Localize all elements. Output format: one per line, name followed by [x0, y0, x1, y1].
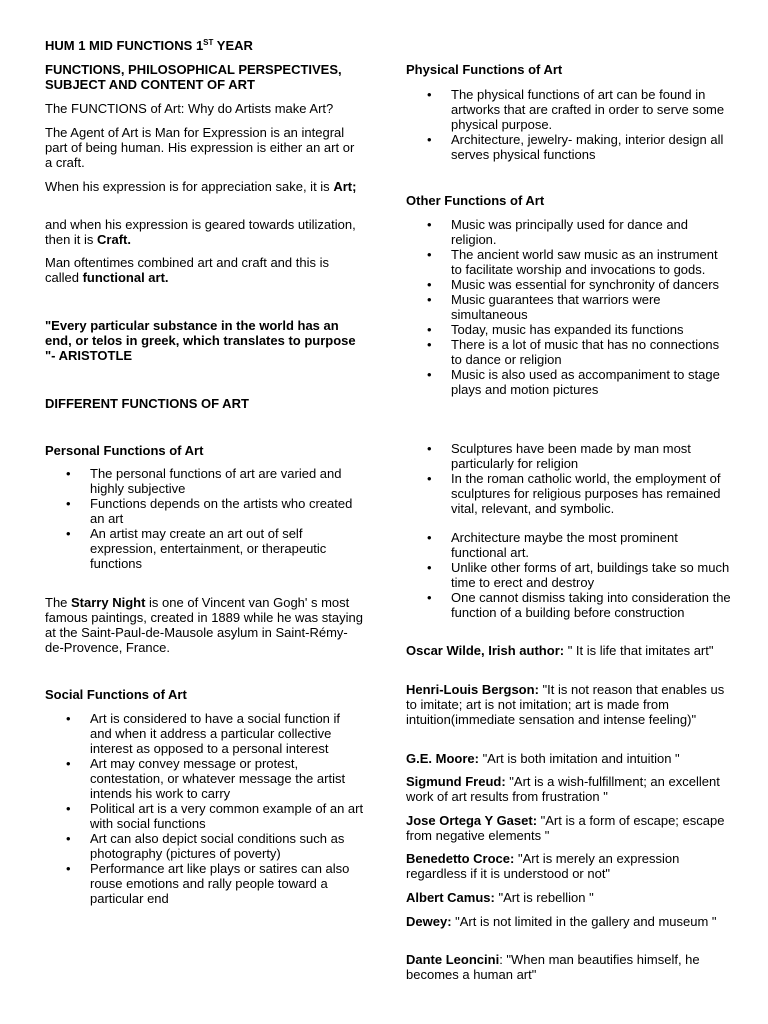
list-item: • The ancient world saw music as an instrument to facilitate worship and invocations to gods.: [406, 247, 731, 277]
quote-ortega: Jose Ortega Y Gaset: "Art is a form of escape; escape from negative elements ": [406, 813, 725, 843]
combined-paragraph: Man oftentimes combined art and craft and this is called functional art.: [45, 255, 329, 285]
quote-oscar-wilde: Oscar Wilde, Irish author: " It is life that imitates art": [406, 643, 714, 658]
appreciation-paragraph: When his expression is for appreciation sake, it is Art;: [45, 179, 357, 194]
list-item: • Political art is a very common example of an art with social functions: [45, 801, 365, 831]
personal-functions-heading: Personal Functions of Art: [45, 443, 204, 458]
list-item: • Architecture, jewelry- making, interior design all serves physical functions: [406, 132, 731, 162]
list-item: • Music was essential for synchronity of dancers: [406, 277, 731, 292]
list-item: • Functions depends on the artists who created an art: [45, 496, 365, 526]
functions-question: The FUNCTIONS of Art: Why do Artists make Art?: [45, 101, 334, 116]
social-functions-list: [45, 711, 365, 906]
personal-functions-list: [45, 466, 365, 571]
list-item: • One cannot dismiss taking into consideration the function of a building before construction: [406, 590, 731, 620]
quote-bergson: Henri-Louis Bergson: "It is not reason that enables us to imitate; art is not imitation; art is made from intuition(immediate sensation and intense feeling)": [406, 682, 725, 727]
list-item: • Music is also used as accompaniment to stage plays and motion pictures: [406, 367, 731, 397]
physical-functions-list: [406, 87, 731, 162]
list-item: • Unlike other forms of art, buildings take so much time to erect and destroy: [406, 560, 731, 590]
list-item: • The physical functions of art can be found in artworks that are crafted in order to serve some physical purpose.: [406, 87, 731, 132]
list-item: • Art is considered to have a social function if and when it address a particular collective interest as opposed to a personal interest: [45, 711, 365, 756]
list-item: • Sculptures have been made by man most particularly for religion: [406, 441, 731, 471]
music-functions-list: [406, 217, 731, 397]
other-functions-heading: Other Functions of Art: [406, 193, 545, 208]
list-item: • Music guarantees that warriors were simultaneous: [406, 292, 731, 322]
list-item: • The personal functions of art are varied and highly subjective: [45, 466, 365, 496]
list-item: • An artist may create an art out of self expression, entertainment, or therapeutic functions: [45, 526, 365, 571]
social-functions-heading: Social Functions of Art: [45, 687, 187, 702]
utilization-paragraph: and when his expression is geared towards utilization, then it is Craft.: [45, 217, 356, 247]
list-item: • In the roman catholic world, the employment of sculptures for religious purposes has remained vital, relevant, and symbolic.: [406, 471, 731, 516]
quote-moore: G.E. Moore: "Art is both imitation and intuition ": [406, 751, 680, 766]
agent-paragraph: The Agent of Art is Man for Expression is an integral part of being human. His expression is either an art or a craft.: [45, 125, 355, 170]
list-item: • Art may convey message or protest, contestation, or whatever message the artist intends his work to carry: [45, 756, 365, 801]
quote-dewey: Dewey: "Art is not limited in the gallery and museum ": [406, 914, 717, 929]
page-title: HUM 1 MID FUNCTIONS 1ST YEAR: [45, 38, 253, 53]
list-item: • Music was principally used for dance and religion.: [406, 217, 731, 247]
list-item: • Today, music has expanded its functions: [406, 322, 731, 337]
quote-leoncini: Dante Leoncini: "When man beautifies himself, he becomes a human art": [406, 952, 700, 982]
architecture-functions-list: [406, 530, 731, 620]
list-item: • Art can also depict social conditions such as photography (pictures of poverty): [45, 831, 365, 861]
quote-freud: Sigmund Freud: "Art is a wish-fulfillment; an excellent work of art results from frustration ": [406, 774, 720, 804]
main-heading: FUNCTIONS, PHILOSOPHICAL PERSPECTIVES, SUBJECT AND CONTENT OF ART: [45, 62, 342, 92]
different-functions-heading: DIFFERENT FUNCTIONS OF ART: [45, 396, 249, 411]
list-item: • Architecture maybe the most prominent functional art.: [406, 530, 731, 560]
starry-night-paragraph: The Starry Night is one of Vincent van Gogh' s most famous paintings, created in 1889 while he was staying at the Saint-Paul-de-Mausole asylum in Saint-Rémy-de-Provence, France.: [45, 595, 363, 655]
list-item: • Performance art like plays or satires can also rouse emotions and rally people toward a particular end: [45, 861, 365, 906]
sculpture-functions-list: [406, 441, 731, 516]
physical-functions-heading: Physical Functions of Art: [406, 62, 563, 77]
aristotle-quote: "Every particular substance in the world has an end, or telos in greek, which translates to purpose "- ARISTOTLE: [45, 318, 356, 363]
quote-croce: Benedetto Croce: "Art is merely an expression regardless if it is understood or not": [406, 851, 680, 881]
list-item: • There is a lot of music that has no connections to dance or religion: [406, 337, 731, 367]
quote-camus: Albert Camus: "Art is rebellion ": [406, 890, 594, 905]
